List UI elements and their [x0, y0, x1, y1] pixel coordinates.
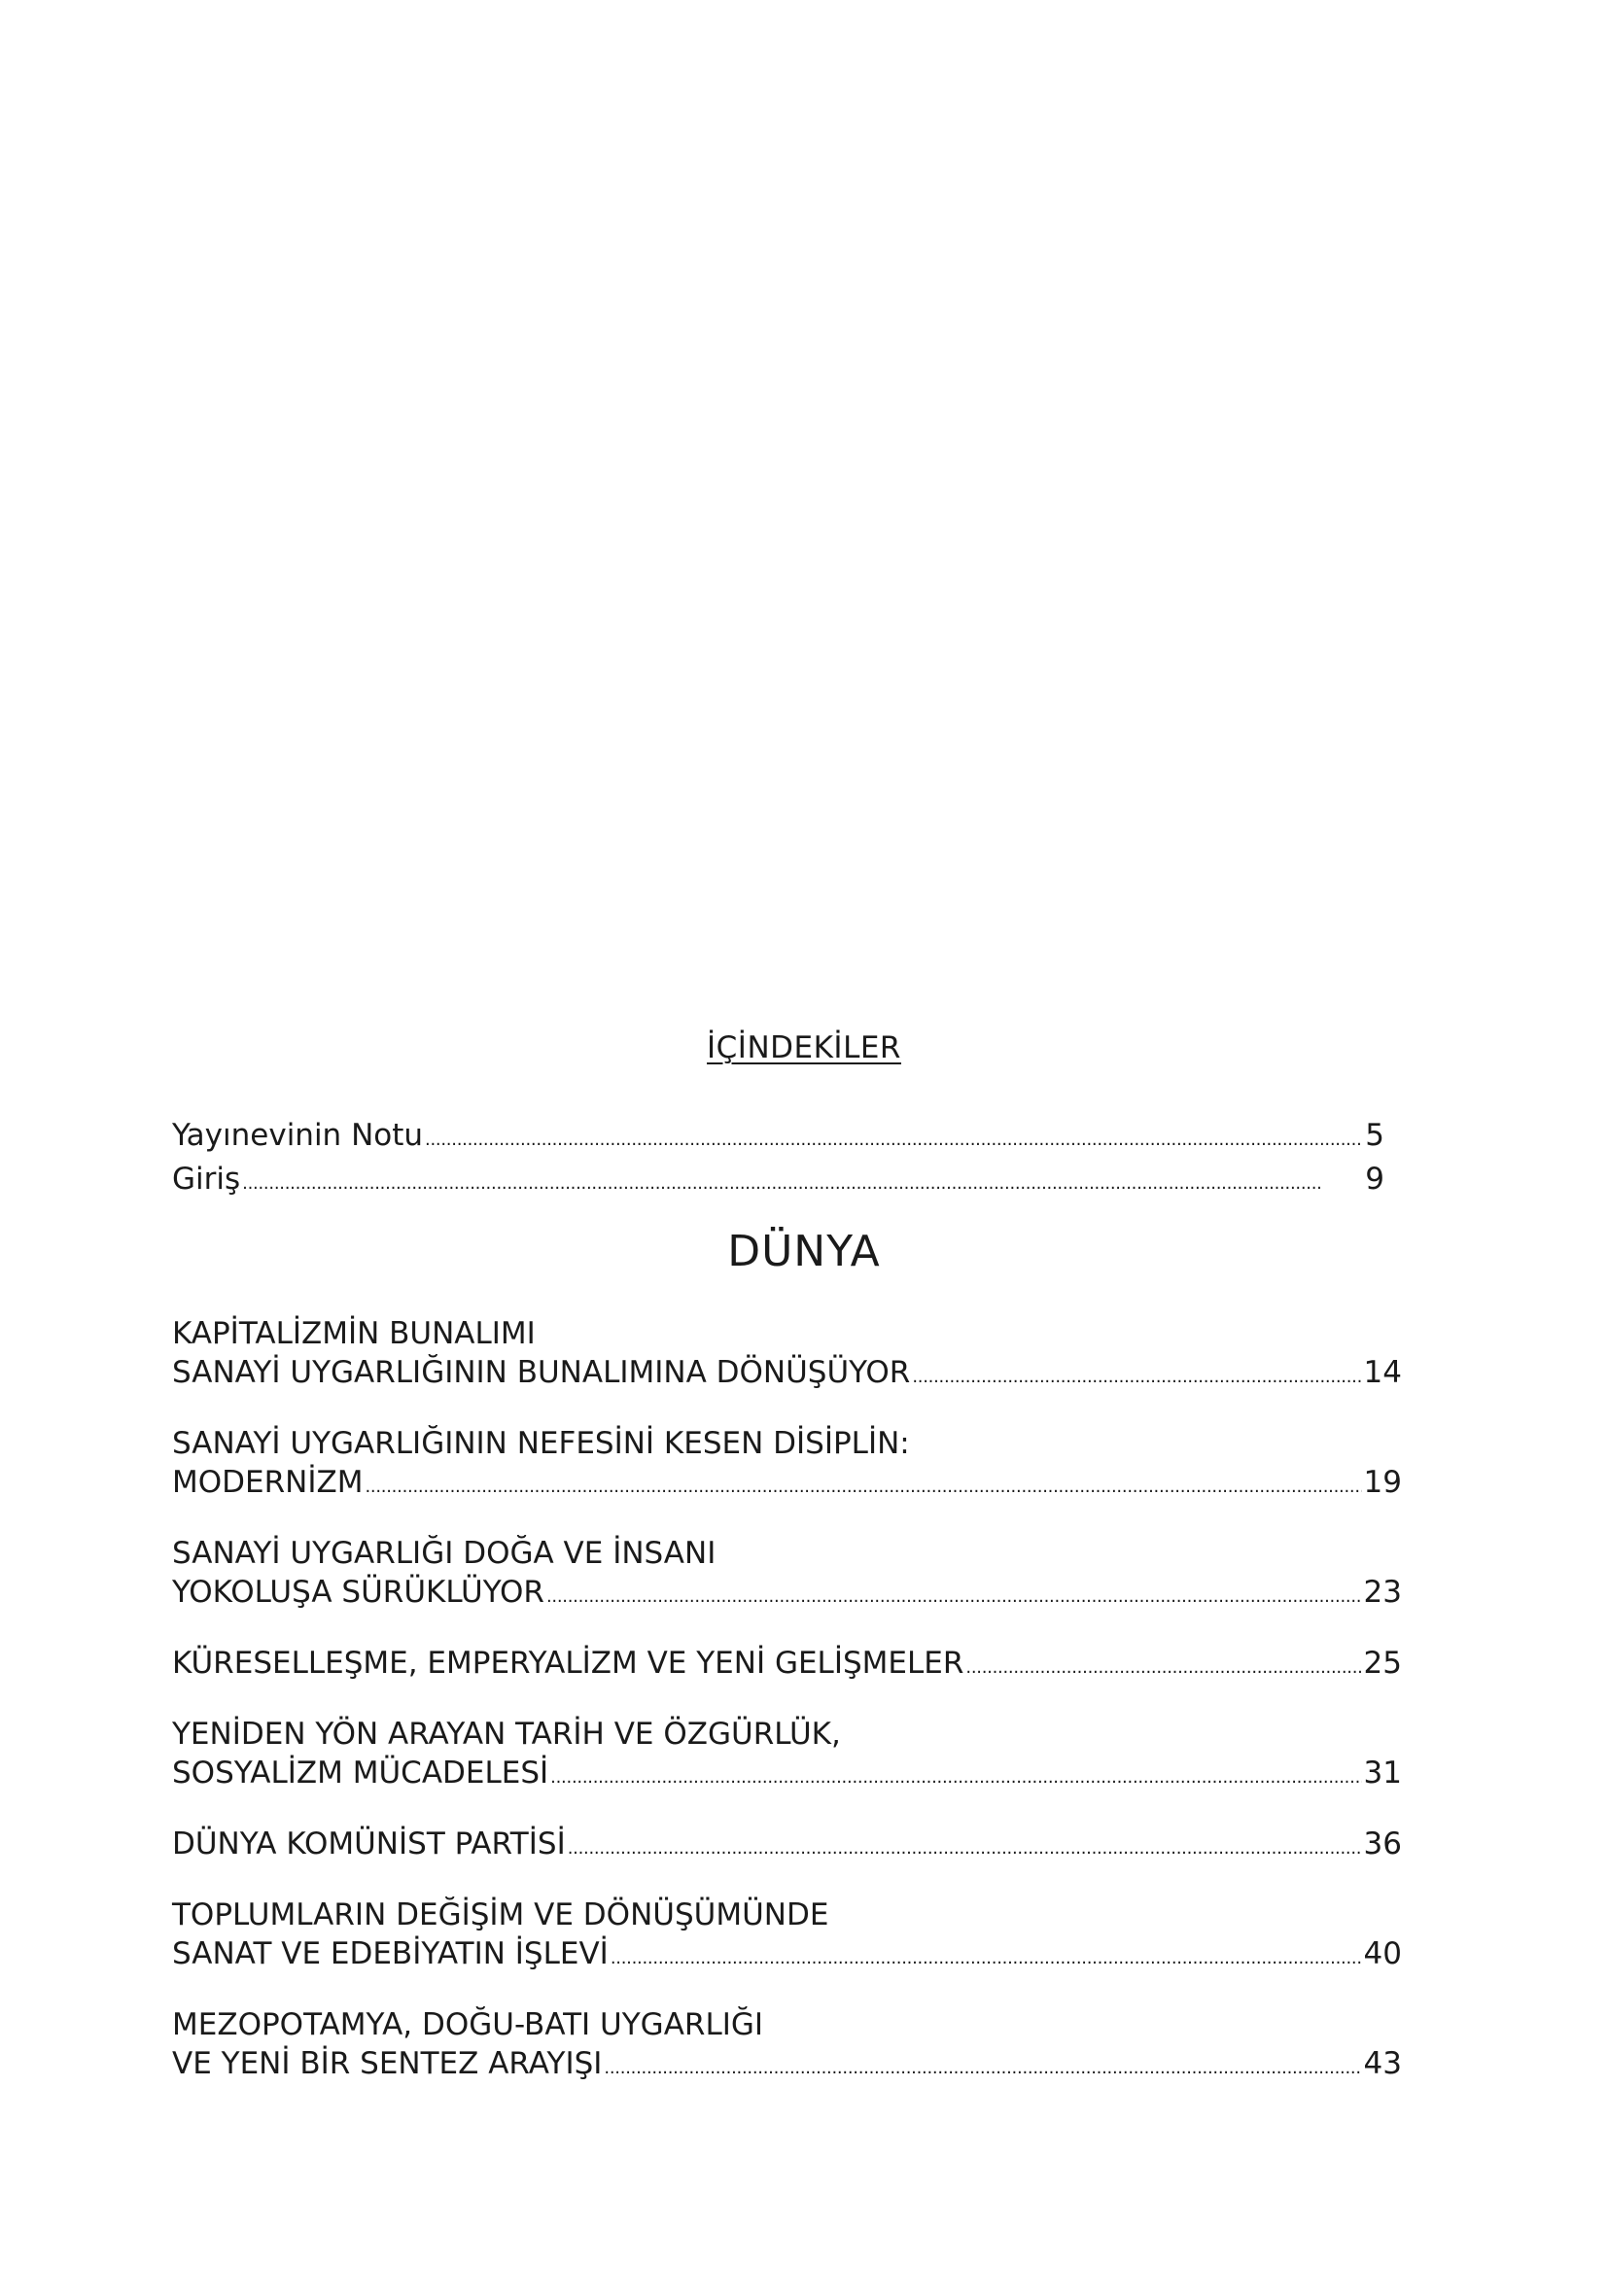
toc-entry[interactable] [172, 1534, 1402, 1617]
dot-leader [550, 1754, 1361, 1797]
toc-entry[interactable] [172, 1825, 1402, 1868]
entry-title-line1: KAPİTALİZMİN BUNALIMI [172, 1316, 536, 1351]
toc-entry[interactable] [172, 1644, 1402, 1687]
dot-leader [611, 1934, 1362, 1978]
section-title: DÜNYA [727, 1227, 881, 1276]
toc-entry[interactable] [172, 1116, 1384, 1160]
entry-page-number: 43 [1363, 2046, 1402, 2081]
entry-page-number: 25 [1363, 1646, 1402, 1681]
entry-title: Giriş [172, 1162, 241, 1197]
entry-title-line1: YENİDEN YÖN ARAYAN TARİH VE ÖZGÜRLÜK, [172, 1717, 841, 1752]
intro-entries [172, 1116, 1384, 1203]
toc-entry[interactable] [172, 2005, 1402, 2088]
dot-leader [425, 1116, 1363, 1160]
entry-page-number: 5 [1365, 1118, 1384, 1153]
dot-leader [965, 1644, 1361, 1687]
dot-leader [604, 2044, 1361, 2088]
entry-page-number: 9 [1365, 1162, 1384, 1197]
toc-entry[interactable] [172, 1424, 1402, 1507]
entry-title-line2: SOSYALİZM MÜCADELESİ [172, 1756, 549, 1791]
entry-title-line2: SANAYİ UYGARLIĞININ BUNALIMINA DÖNÜŞÜYOR [172, 1355, 911, 1390]
entry-page-number: 36 [1363, 1826, 1402, 1861]
entry-title-line2: MODERNİZM [172, 1465, 364, 1500]
entry-page-number: 40 [1363, 1936, 1402, 1971]
entry-page-number: 23 [1363, 1575, 1402, 1610]
dot-leader [365, 1463, 1361, 1507]
chapter-list [172, 1314, 1402, 2115]
entry-title-line2: KÜRESELLEŞME, EMPERYALİZM VE YENİ GELİŞMELER [172, 1646, 964, 1681]
dot-leader [242, 1160, 1363, 1203]
entry-title-line1: SANAYİ UYGARLIĞININ NEFESİNİ KESEN DİSİPLİN: [172, 1426, 910, 1461]
toc-title: İÇİNDEKİLER [707, 1030, 901, 1065]
entry-page-number: 31 [1363, 1756, 1402, 1791]
entry-page-number: 14 [1363, 1355, 1402, 1390]
dot-leader [546, 1573, 1362, 1617]
dot-leader [568, 1825, 1362, 1868]
toc-entry[interactable] [172, 1314, 1402, 1397]
entry-title-line2: DÜNYA KOMÜNİST PARTİSİ [172, 1826, 566, 1861]
entry-title-line1: TOPLUMLARIN DEĞİŞİM VE DÖNÜŞÜMÜNDE [172, 1897, 829, 1932]
entry-title-line2: SANAT VE EDEBİYATIN İŞLEVİ [172, 1936, 609, 1971]
toc-entry[interactable] [172, 1715, 1402, 1797]
entry-title-line2: VE YENİ BİR SENTEZ ARAYIŞI [172, 2046, 603, 2081]
entry-title-line1: MEZOPOTAMYA, DOĞU-BATI UYGARLIĞI [172, 2007, 764, 2042]
entry-page-number: 19 [1363, 1465, 1402, 1500]
entry-title: Yayınevinin Notu [172, 1118, 424, 1153]
toc-entry[interactable] [172, 1160, 1384, 1203]
dot-leader [912, 1353, 1361, 1397]
entry-title-line1: SANAYİ UYGARLIĞI DOĞA VE İNSANI [172, 1536, 717, 1571]
toc-entry[interactable] [172, 1896, 1402, 1978]
entry-title-line2: YOKOLUŞA SÜRÜKLÜYOR [172, 1575, 544, 1610]
